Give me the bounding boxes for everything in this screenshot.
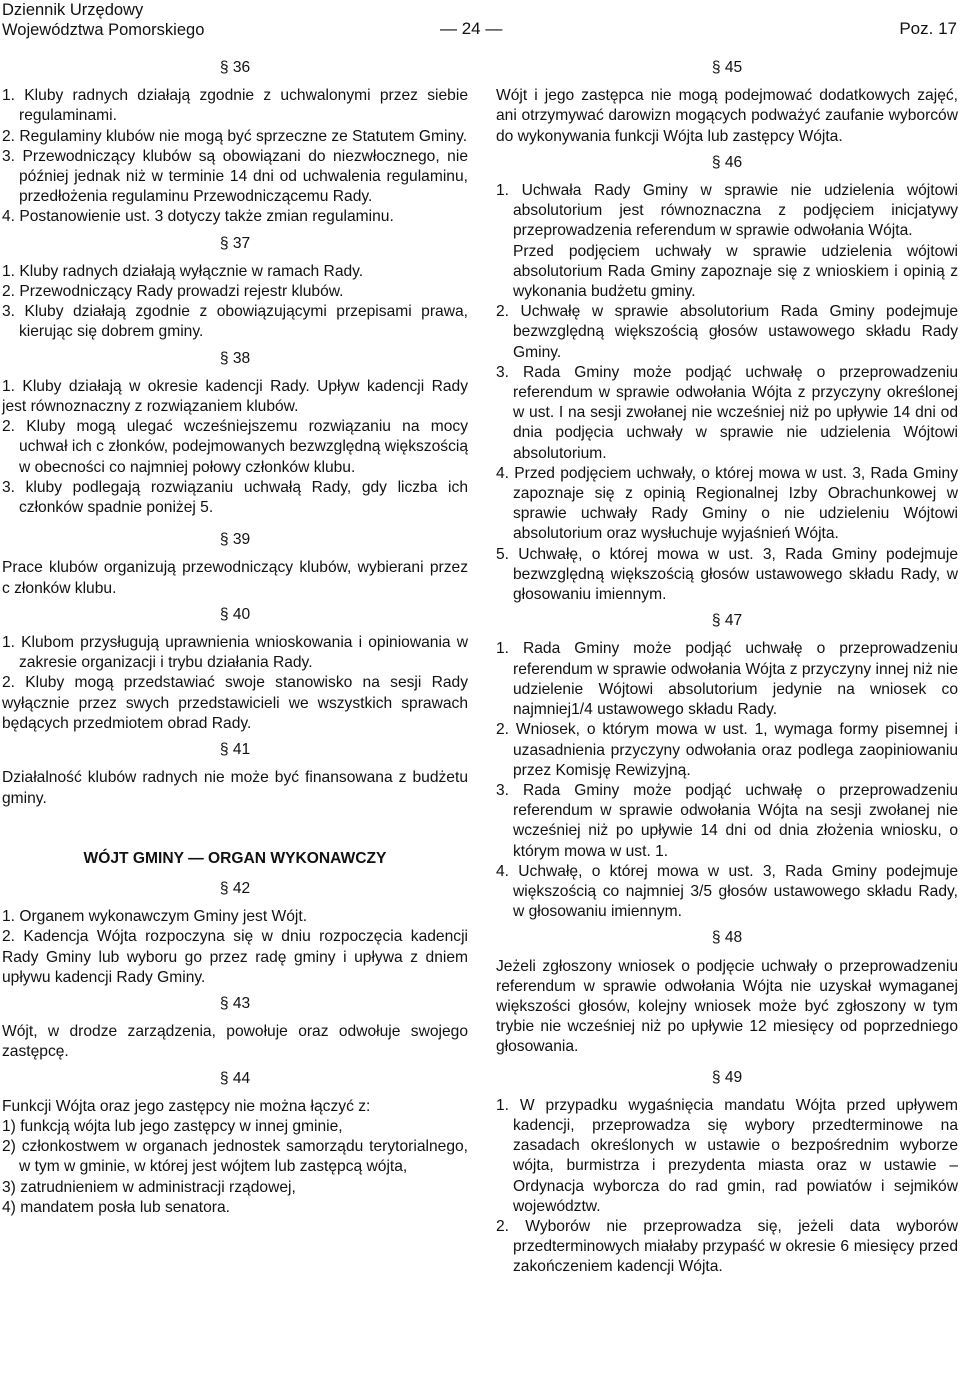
position-number: Poz. 17 [899,19,957,38]
section-heading: § 38 [219,349,251,367]
section-heading: § 42 [219,879,251,897]
left-column [2,58,468,1218]
paragraph-continuation: Przed podjęciem uchwały w sprawie udzielenia wójtowi absolutorium Rada Gminy zapoznaje się z wnioskiem i opinią z wykonania budżetu gminy. [513,242,958,301]
section-heading: § 48 [711,929,743,947]
paragraph-item: 2. Kadencja Wójta rozpoczyna się w dniu rozpoczęcia kadencji Rady Gminy lub wyboru go przez radę gminy i upływa z dniem upływu kadencji Rady Gminy. [2,928,468,986]
list-item: 1) funkcją wójta lub jego zastępcy w innej gminie, [2,1117,343,1135]
section-heading: § 47 [711,612,743,630]
paragraph-text: Funkcji Wójta oraz jego zastępcy nie można łączyć z: [2,1097,371,1115]
paragraph-item: 1. Kluby radnych działają zgodnie z uchwalonymi przez siebie regulaminami. [2,87,468,125]
section-heading: § 45 [711,59,743,76]
paragraph-item: 2. Przewodniczący Rady prowadzi rejestr klubów. [2,283,344,301]
section-heading: § 49 [711,1068,743,1086]
paragraph-text: Działalność klubów radnych nie może być finansowana z budżetu gminy. [2,769,468,807]
section-heading: § 44 [219,1069,251,1087]
section-heading: § 36 [219,59,251,76]
paragraph-item: 1. Klubom przysługują uprawnienia wnioskowania i opiniowania w zakresie organizacji i trybu działania Rady. [2,634,468,672]
paragraph-item: 3. Przewodniczący klubów są obowiązani do niezwłocznego, nie później jednak niż w terminie 14 dni od uchwalenia regulaminu, przedłożenia regulaminu Przewodniczącemu Rady. [2,147,468,206]
page-number: — 24 — [440,19,503,38]
list-item: 4) mandatem posła lub senatora. [2,1198,230,1216]
section-heading: § 40 [219,605,251,623]
page-header [0,0,960,42]
paragraph-item: 4. Uchwałę, o której mowa w ust. 3, Rada Gminy podejmuje większością co najmniej 3/5 głosów ustawowego składu Rady, w głosowaniu imiennym. [496,862,958,921]
paragraph-text: Jeżeli zgłoszony wniosek o podjęcie uchwały o przeprowadzeniu referendum w sprawie odwołania Wójta nie uzyskał wymaganej większości głosów, kolejny wniosek może być zgłoszony w tym trybie nie wcześniej niż po upływie 12 miesięcy od poprzedniego głosowania. [496,957,958,1056]
paragraph-item: 1. Organem wykonawczym Gminy jest Wójt. [2,908,308,926]
paragraph-item: 3. Rada Gminy może podjąć uchwałę o przeprowadzeniu referendum w sprawie odwołania Wójta z przyczyny określonej w ust. I na sesji zwołanej nie wcześniej niż po upływie 14 dni od dnia podjęcia uchwały w sprawie nie udzielenia Wójtowi absolutorium. [496,363,958,462]
section-heading: § 39 [219,531,251,549]
paragraph-item: 1. W przypadku wygaśnięcia mandatu Wójta przed upływem kadencji, przeprowadza się wybory przedterminowe na zasadach określonych w ustawie o bezpośrednim wyborze wójta, burmistrza i prezydenta miasta oraz w ustawie – Ordynacja wyborcza do rad gmin, rad powiatów i sejmików województw. [496,1096,958,1215]
paragraph-item: 4. Przed podjęciem uchwały, o której mowa w ust. 3, Rada Gminy zapoznaje się z opinią Regionalnej Izby Obrachunkowej w sprawie uchwały Rady Gminy o nie udzieleniu Wójtowi absolutorium oraz wysłuchuje wyjaśnień Wójta. [496,464,958,543]
list-item: 2) członkostwem w organach jednostek samorządu terytorialnego, w tym w gminie, w której jest wójtem lub zastępcą wójta, [2,1138,468,1176]
paragraph-item: 1. Kluby działają w okresie kadencji Rady. Upływ kadencji Rady jest równoznaczny z rozwiązaniem klubów. [2,377,468,416]
paragraph-text: Wójt i jego zastępca nie mogą podejmować dodatkowych zajęć, ani otrzymywać darowizn mogących podważyć zaufanie wyborców do wykonywania funkcji Wójta lub zastępcy Wójta. [496,87,958,145]
paragraph-item: 2. Regulaminy klubów nie mogą być sprzeczne ze Statutem Gminy. [2,127,468,145]
paragraph-item: 2. Uchwałę w sprawie absolutorium Rada Gminy podejmuje bezwzględną większością głosów ustawowego składu Rady Gminy. [496,303,958,361]
paragraph-item: 3. kluby podlegają rozwiązaniu uchwałą Rady, gdy liczba ich członków spadnie poniżej 5. [2,478,468,517]
journal-title: Dziennik Urzędowy [2,1,144,19]
paragraph-item: 2. Wyborów nie przeprowadza się, jeżeli data wyborów przedterminowych miałaby przypaść w okresie 6 miesięcy przed zakończeniem kadencji Wójta. [496,1217,958,1276]
section-heading: § 43 [219,994,251,1012]
right-column [496,58,958,1278]
paragraph-item: 1. Uchwała Rady Gminy w sprawie nie udzielenia wójtowi absolutorium jest równoznaczna z podjęciem inicjatywy przeprowadzenia referendum w sprawie odwołania Wójta. [496,182,958,240]
section-heading: § 37 [219,234,251,252]
paragraph-item: 4. Postanowienie ust. 3 dotyczy także zmian regulaminu. [2,208,394,226]
paragraph-text: Wójt, w drodze zarządzenia, powołuje oraz odwołuje swojego zastępcę. [2,1023,468,1061]
paragraph-item: 5. Uchwałę, o której mowa w ust. 3, Rada Gminy podejmuje bezwzględną większością głosów ustawowego składu Rady, w głosowaniu imiennym. [496,545,958,604]
paragraph-item: 1. Rada Gminy może podjąć uchwałę o przeprowadzeniu referendum w sprawie odwołania Wójta z przyczyny innej niż nie udzielenie Wójtowi absolutorium jedynie na wniosek co najmniej1/4 ustawowego składu Rady. [496,640,958,719]
list-item: 3) zatrudnieniem w administracji rządowej, [2,1178,296,1196]
paragraph-item: 2. Kluby mogą ulegać wcześniejszemu rozwiązaniu na mocy uchwał ich c złonków, podejmowanych bezwzględną większością w obecności co najmniej połowy członków klubu. [2,418,468,476]
journal-region: Województwa Pomorskiego [2,21,205,39]
paragraph-item: 1. Kluby radnych działają wyłącznie w ramach Rady. [2,262,364,280]
paragraph-item: 3. Kluby działają zgodnie z obowiązującymi przepisami prawa, kierując się dobrem gminy. [2,303,468,341]
chapter-title: WÓJT GMINY — ORGAN WYKONAWCZY [83,849,387,867]
paragraph-item: 3. Rada Gminy może podjąć uchwałę o przeprowadzeniu referendum w sprawie odwołania Wójta na sesji zwołanej nie wcześniej niż po upływie 14 dni od dnia złożenia wniosku, o którym mowa w ust. 1. [496,781,958,860]
paragraph-item: 2. Wniosek, o którym mowa w ust. 1, wymaga formy pisemnej i uzasadnienia przyczyny odwołania oraz podlega zaopiniowaniu przez Komisję Rewizyjną. [496,721,958,779]
paragraph-item: 2. Kluby mogą przedstawiać swoje stanowisko na sesji Rady wyłącznie przez swych przedstawicieli we wszystkich sprawach będących przedmiotem obrad Rady. [2,674,468,732]
section-heading: § 41 [219,741,251,759]
paragraph-text: Prace klubów organizują przewodniczący klubów, wybierani przez c złonków klubu. [2,559,468,597]
section-heading: § 46 [711,153,743,171]
